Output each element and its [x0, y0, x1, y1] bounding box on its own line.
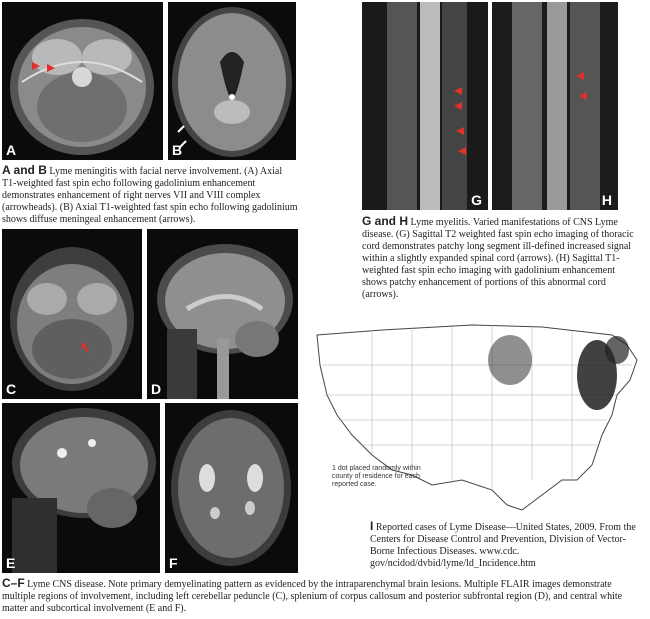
case-cluster-midwest [488, 335, 532, 385]
mri-panel-b [168, 2, 296, 160]
panel-label-e: E [6, 555, 16, 571]
lyme-map-panel [312, 305, 646, 515]
mri-panel-d [147, 229, 298, 399]
mri-panel-f [165, 403, 298, 573]
caption-cf-text: Lyme CNS disease. Note primary demyelinating pattern as evidenced by the intraparenchymal brain lesions. Multiple FLAIR images demonstrate multiple regions of involvement, including left cerebellar peduncle (C), splenium of corpus callosum and posterior subfrontal region (D), and central white matter and subcortical involvement (E and F). [2, 579, 623, 614]
mri-panel-c [2, 229, 142, 399]
sagittal-spine-image-h [492, 2, 618, 210]
panel-label-a: A [6, 142, 17, 158]
axial-brain-image-c [2, 229, 142, 399]
caption-cf-lead: C–F [2, 576, 25, 590]
axial-brain-image-a [2, 2, 163, 160]
caption-i [370, 520, 650, 570]
panel-label-f: F [169, 555, 178, 571]
caption-ab-text: Lyme meningitis with facial nerve involvement. (A) Axial T1-weighted fast spin echo following gadolinium enhancement demonstrates enhancement of right nerves VII and VIII complex (arrowheads). (B) Axial T1-weighted fast spin echo following gadolinium shows diffuse meningeal enhancement (arrows). [2, 166, 298, 225]
caption-gh [362, 215, 642, 301]
caption-gh-text: Lyme myelitis. Varied manifestations of CNS Lyme disease. (G) Sagittal T2 weighted fast spin echo imaging of thoracic cord demonstrates patchy long segment ill-defined increased signal within a slightly expanded spinal cord (arrows). (H) Sagittal T1-weighted fast spin echo imaging with gadolinium enhancement shows patchy enhancement of portions of this abnormal cord (arrows). [362, 217, 634, 300]
axial-flair-image-f [165, 403, 298, 573]
panel-label-c: C [6, 381, 17, 397]
caption-i-text: Reported cases of Lyme Disease—United States, 2009. From the Centers for Disease Control and Prevention, Division of Vector-Borne Infectious Diseases. www.cdc. gov/ncidod/dvbid/lyme/ld_Incidence.htm [370, 522, 636, 569]
mri-panel-h [492, 2, 618, 210]
caption-ab-lead: A and B [2, 163, 47, 177]
axial-brain-image-b [168, 2, 296, 160]
caption-gh-lead: G and H [362, 214, 409, 228]
sagittal-brain-image-d [147, 229, 298, 399]
mri-panel-g [362, 2, 488, 210]
caption-ab [2, 164, 298, 226]
caption-cf [2, 577, 642, 615]
mri-panel-e [2, 403, 160, 573]
sagittal-spine-image-g [362, 2, 488, 210]
panel-label-d: D [151, 381, 162, 397]
panel-label-h: H [601, 192, 612, 208]
map-legend: 1 dot placed randomly within county of residence for each reported case. [332, 465, 421, 488]
sagittal-flair-image-e [2, 403, 160, 573]
case-cluster-new-england [605, 336, 629, 364]
caption-i-lead: I [370, 519, 374, 533]
panel-label-b: B [172, 142, 183, 158]
mri-panel-a [2, 2, 163, 160]
panel-label-g: G [471, 192, 482, 208]
